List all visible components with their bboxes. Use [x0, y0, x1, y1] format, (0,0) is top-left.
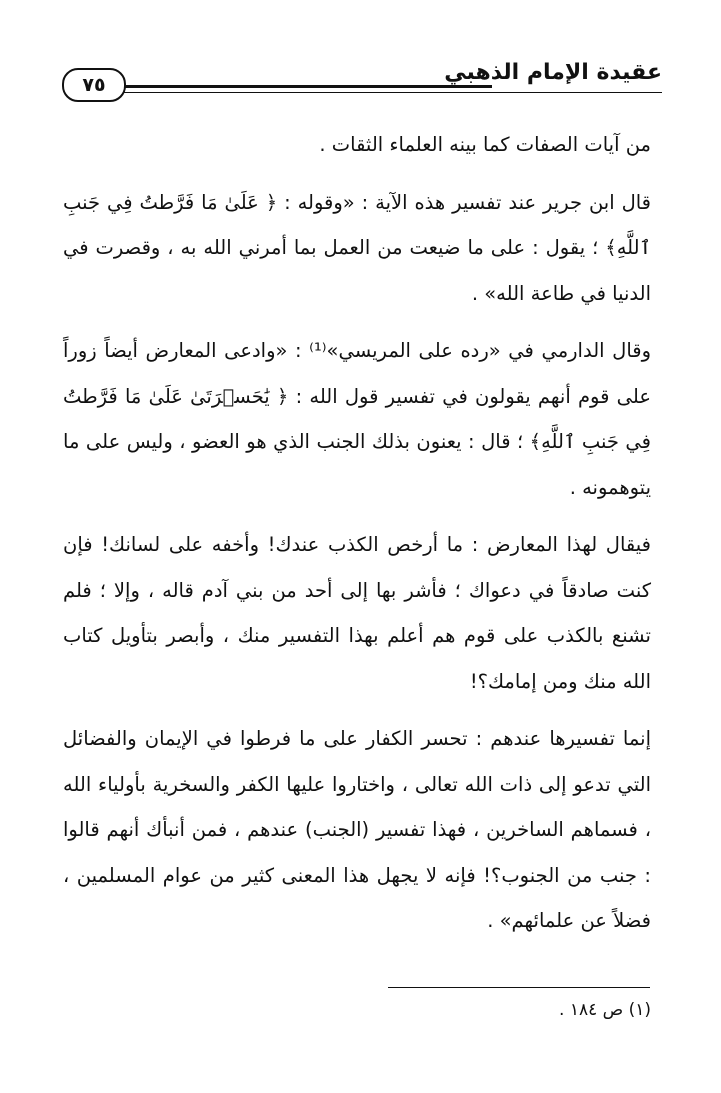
- paragraph: قال ابن جرير عند تفسير هذه الآية : «وقوله : ﴿ عَلَىٰ مَا فَرَّطتُ فِي جَنبِ ٱللَّهِ﴾ ؛ يقول : على ما ضيعت من العمل بما أمرني الله به ، وقصرت في الدنيا في طاعة الله» .: [63, 190, 651, 305]
- header-rule-thick: [114, 85, 492, 88]
- paragraph: وقال الدارمي في «رده على المريسي»⁽¹⁾ : «وادعى المعارض أيضاً زوراً على قوم أنهم يقولون في تفسير قول الله : ﴿ يَٰحَسۡرَتَىٰ عَلَىٰ مَا فَرَّطتُ فِي جَنبِ ٱللَّهِ﴾ ؛ قال : يعنون بذلك الجنب الذي هو العضو ، وليس على ما يتوهمونه .: [63, 339, 651, 499]
- footnote-separator: [388, 987, 650, 988]
- main-text: [63, 122, 651, 944]
- running-title: عقيدة الإمام الذهبي: [444, 60, 662, 85]
- footnote: (١) ص ١٨٤ .: [559, 1000, 651, 1020]
- header-rule-thin: [114, 92, 662, 93]
- paragraph: من آيات الصفات كما بينه العلماء الثقات .: [319, 133, 651, 156]
- page-header: [62, 58, 662, 100]
- paragraph: إنما تفسيرها عندهم : تحسر الكفار على ما فرطوا في الإيمان والفضائل التي تدعو إلى ذات الله تعالى ، واختاروا عليها الكفر والسخرية بأولياء الله ، فسماهم الساخرين ، فهذا تفسير (الجنب) عندهم ، فمن أنبأك أنهم قالوا : جنب من الجنوب؟! فإنه لا يجهل هذا المعنى كثير من عوام المسلمين ، فضلاً عن علمائهم» .: [63, 727, 651, 932]
- page-number-badge: ٧٥: [62, 68, 126, 102]
- paragraph: فيقال لهذا المعارض : ما أرخص الكذب عندك! وأخفه على لسانك! فإن كنت صادقاً في دعواك ؛ فأشر بها إلى أحد من بني آدم قاله ، وإلا ؛ فلم تشنع بالكذب على قوم هم أعلم بهذا التفسير منك ، وأبصر بتأويل كتاب الله منك ومن إمامك؟!: [63, 533, 651, 693]
